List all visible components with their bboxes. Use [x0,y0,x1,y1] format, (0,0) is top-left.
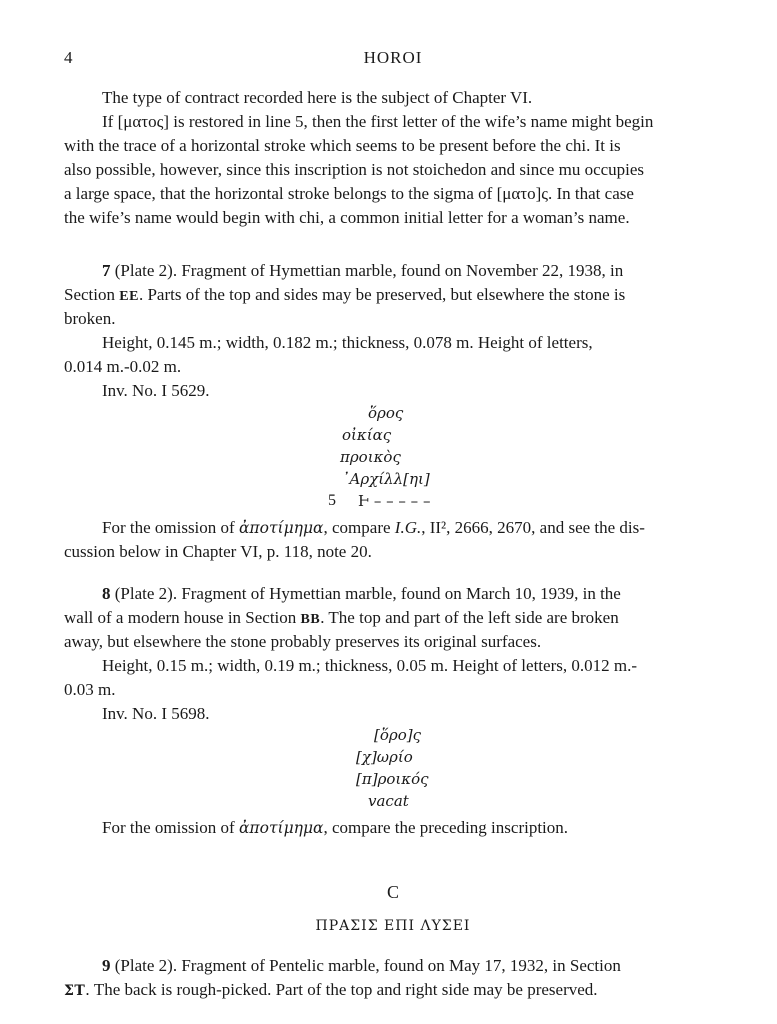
inscription-line: ᾿Αρχίλλ[ηι] [342,470,430,488]
inscription-vacat: vacat [368,792,409,810]
intro-line-3: with the trace of a horizontal stroke which seems to be present before the chi. It is [64,136,621,155]
item7-inscription [328,402,431,512]
section-letter: C [386,882,399,902]
item7-line-1: 7 (Plate 2). Fragment of Hymettian marble, found on November 22, 1938, in [102,261,624,280]
inscription-line: οἰκίας [342,426,392,444]
line-number: 5 [328,492,336,509]
item7-note-1: For the omission of ἀποτίμημα, compare I.G., II², 2666, 2670, and see the dis- [102,518,645,537]
item8-number: 8 [102,584,111,603]
intro-line-4: also possible, however, since this inscription is not stoichedon and since mu occupies [64,160,645,179]
item7-note-2: cussion below in Chapter VI, p. 118, note 20. [64,542,372,561]
page-header [64,46,722,70]
item7-dimensions-2: 0.014 m.-0.02 m. [64,357,182,376]
item8-line-1: 8 (Plate 2). Fragment of Hymettian marble, found on March 10, 1939, in the [102,584,621,603]
item9-line-1: 9 (Plate 2). Fragment of Pentelic marble, found on May 17, 1932, in Section [102,956,621,975]
item9-number: 9 [102,956,111,975]
intro-line-6: the wife’s name would begin with chi, a common initial letter for a woman’s name. [64,208,630,227]
inscription-line: [π]ροικός [356,770,429,788]
item9-section: ΣΤ [64,983,86,999]
item8-dimensions-1: Height, 0.15 m.; width, 0.19 m.; thickness, 0.05 m. Height of letters, 0.012 m.- [102,656,637,675]
item8-line-2: wall of a modern house in Section BB. The top and part of the left side are broken [64,608,619,627]
item8-section: BB [300,612,321,627]
running-title: HOROI [363,48,423,67]
inscription-line: 5 Ͱ – – – – – [328,492,431,510]
item7-inventory: Inv. No. I 5629. [102,381,210,400]
inscription-line: προικὸς [340,448,401,466]
page-number: 4 [64,48,73,67]
item9-line-2: ΣΤ. The back is rough-picked. Part of the top and right side may be preserved. [64,980,598,999]
intro-line-5: a large space, that the horizontal stroke belongs to the sigma of [ματο]ς. In that case [64,184,634,203]
intro-line-1: The type of contract recorded here is the subject of Chapter VI. [102,88,533,107]
item7-line-2: Section EE. Parts of the top and sides may be preserved, but elsewhere the stone is [64,285,626,304]
item8-dimensions-2: 0.03 m. [64,680,116,699]
item8-inscription [356,724,429,812]
item7-dimensions-1: Height, 0.145 m.; width, 0.182 m.; thickness, 0.078 m. Height of letters, [102,333,593,352]
intro-line-2: If [ματος] is restored in line 5, then the first letter of the wife’s name might begin [102,112,654,131]
item8-note: For the omission of ἀποτίμημα, compare the preceding inscription. [102,818,569,837]
item7-number: 7 [102,261,111,280]
inscription-line: [ὅρο]ς [374,726,421,744]
item7-line-3: broken. [64,309,116,328]
item8-inventory: Inv. No. I 5698. [102,704,210,723]
item8-line-3: away, but elsewhere the stone probably preserves its original surfaces. [64,632,542,651]
item7-section: EE [119,289,139,304]
section-title: ΠΡΑΣΙΣ ΕΠΙ ΛΥΣΕΙ [315,918,471,934]
inscription-line: [χ]ωρίο [356,748,413,766]
inscription-line: ὅρος [368,404,404,422]
